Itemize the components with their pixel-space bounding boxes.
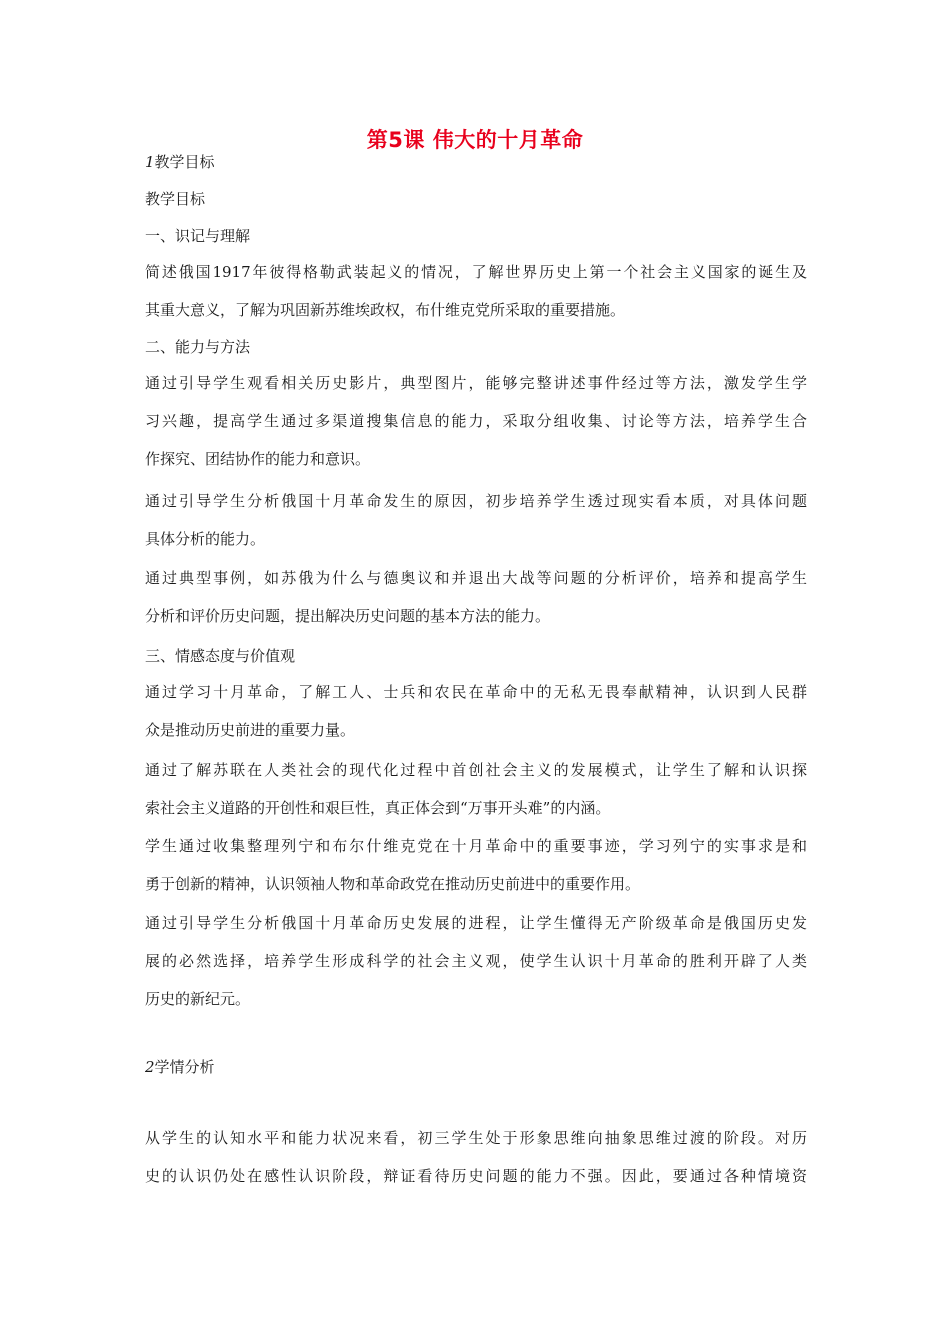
paragraph-values-1: [145, 682, 807, 758]
paragraph-values-3: [145, 836, 807, 912]
heading-values: 三、情感态度与价值观: [145, 647, 296, 665]
paragraph-line: 勇于创新的精神，认识领袖人物和革命政党在推动历史前进中的重要作用。: [145, 875, 641, 893]
paragraph-line: 通过引导学生分析俄国十月革命发生的原因，初步培养学生透过现实看本质，对具体问题: [145, 492, 807, 510]
paragraph-line: 通过学习十月革命，了解工人、士兵和农民在革命中的无私无畏奉献精神，认识到人民群: [145, 683, 807, 701]
paragraph-line: 展的必然选择，培养学生形成科学的社会主义观，使学生认识十月革命的胜利开辟了人类: [145, 952, 807, 970]
paragraph-ability-1: [145, 373, 807, 487]
paragraph-line: 简述俄国1917年彼得格勒武装起义的情况，了解世界历史上第一个社会主义国家的诞生及: [145, 263, 807, 281]
paragraph-line: 通过引导学生分析俄国十月革命历史发展的进程，让学生懂得无产阶级革命是俄国历史发: [145, 914, 807, 932]
section-number: 2: [145, 1058, 155, 1076]
paragraph-line: 习兴趣，提高学生通过多渠道搜集信息的能力，采取分组收集、讨论等方法，培养学生合: [145, 412, 807, 430]
paragraph-line: 史的认识仍处在感性认识阶段，辩证看待历史问题的能力不强。因此，要通过各种情境资: [145, 1167, 807, 1185]
page-title: 第5课 伟大的十月革命: [366, 128, 584, 152]
paragraph-line: 通过引导学生观看相关历史影片，典型图片，能够完整讲述事件经过等方法，激发学生学: [145, 374, 807, 392]
paragraph-ability-2: [145, 491, 807, 567]
section-label: 学情分析: [154, 1058, 215, 1076]
paragraph-line: 作探究、团结协作的能力和意识。: [145, 450, 371, 468]
paragraph-ability-3: [145, 568, 807, 644]
paragraph-line: 具体分析的能力。: [145, 530, 266, 548]
section-number: 1: [145, 153, 155, 171]
paragraph-values-2: [145, 760, 807, 836]
section-label: 教学目标: [154, 153, 215, 171]
paragraph-line: 从学生的认知水平和能力状况来看，初三学生处于形象思维向抽象思维过渡的阶段。对历: [145, 1129, 807, 1147]
paragraph-line: 众是推动历史前进的重要力量。: [145, 721, 356, 739]
paragraph-student-analysis: [145, 1128, 807, 1204]
paragraph-line: 历史的新纪元。: [145, 990, 251, 1008]
paragraph-line: 索社会主义道路的开创性和艰巨性，真正体会到“万事开头难”的内涵。: [145, 799, 611, 817]
paragraph-line: 通过典型事例，如苏俄为什么与德奥议和并退出大战等问题的分析评价，培养和提高学生: [145, 569, 807, 587]
paragraph-line: 通过了解苏联在人类社会的现代化过程中首创社会主义的发展模式，让学生了解和认识探: [145, 761, 807, 779]
section-student-analysis: [145, 1057, 215, 1077]
paragraph-recognition: [145, 262, 807, 338]
heading-recognition: 一、识记与理解: [145, 227, 251, 245]
paragraph-line: 分析和评价历史问题，提出解决历史问题的基本方法的能力。: [145, 607, 551, 625]
section-teaching-goals: [145, 152, 215, 172]
paragraph-line: 学生通过收集整理列宁和布尔什维克党在十月革命中的重要事迹，学习列宁的实事求是和: [145, 837, 807, 855]
goals-heading: 教学目标: [145, 190, 206, 208]
paragraph-line: 其重大意义，了解为巩固新苏维埃政权，布什维克党所采取的重要措施。: [145, 301, 626, 319]
heading-ability: 二、能力与方法: [145, 338, 251, 356]
paragraph-values-4: [145, 913, 807, 1027]
